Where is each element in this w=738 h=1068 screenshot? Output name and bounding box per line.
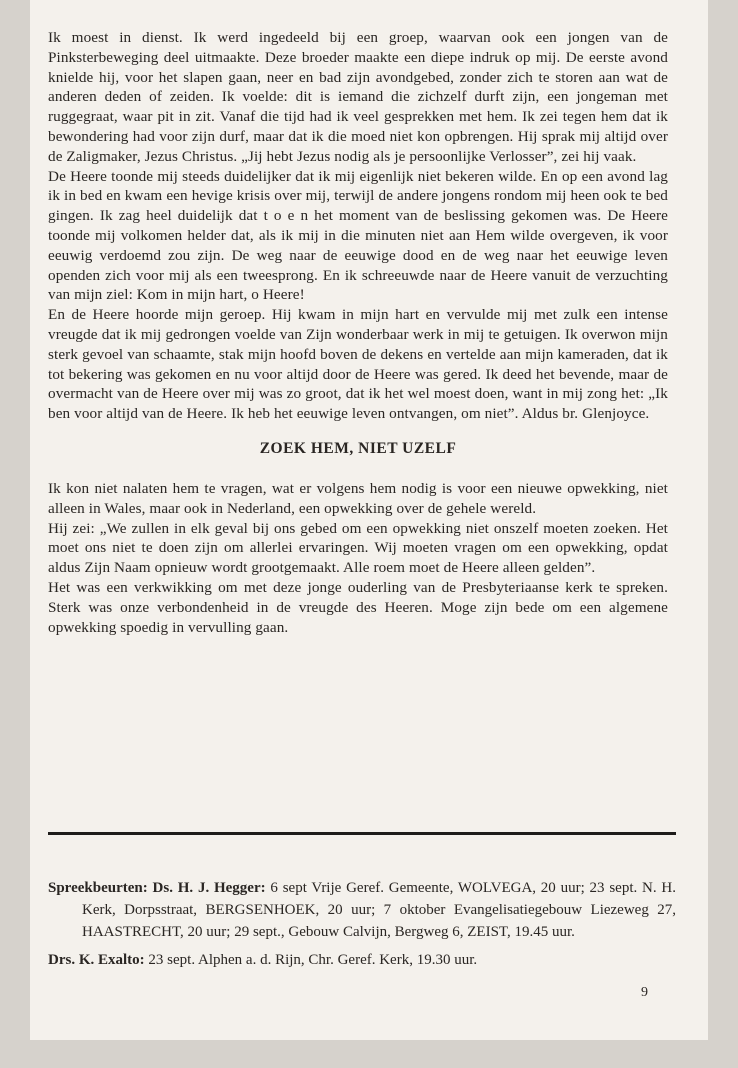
note-text-hegger: 6 sept Vrije Geref. Gemeente, WOLVEGA, 20 uur; 23 sept. N. H. Kerk, Dorpsstraat, BERGSENHOEK, 20 uur; 7 oktober Evangelisatiegebouw Liezeweg 27, HAASTRECHT, 20 uur; 29 sept., Gebouw Calvijn, Bergweg 6, ZEIST, 19.45 uur. [82,880,676,940]
divider-rule [48,832,676,835]
paragraph-4: Ik kon niet nalaten hem te vragen, wat er volgens hem nodig is voor een nieuwe opwekking, niet alleen in Wales, maar ook in Nederland, een opwekking over de gehele wereld. [48,479,668,517]
speaking-engagements [48,878,676,979]
speaker-name-hegger: Ds. H. J. Hegger: [152,880,266,896]
note-label: Spreekbeurten: [48,880,148,896]
paragraph-2: De Heere toonde mij steeds duidelijker dat ik mij eigenlijk niet bekeren wilde. En op een avond lag ik in bed en kwam een hevige krisis over mij, terwijl de andere jongens rondom mij heen ook te bed gingen. Ik zag heel duidelijk dat t o e n het moment van de beslissing gekomen was. De Heere toonde mij volkomen helder dat, als ik mij in die minuten niet aan Hem wilde overgeven, ik voor eeuwig verdoemd zou zijn. De weg naar de eeuwige dood en de weg naar het eeuwige leven openden zich voor mij als een tweesprong. En ik schreeuwde naar de Heere vanuit de verzuchting van mijn ziel: Kom in mijn hart, o Heere! [48,167,668,304]
paragraph-5: Hij zei: „We zullen in elk geval bij ons gebed om een opwekking niet onszelf moeten zoeken. Het moet ons niet te doen zijn om allerlei ervaringen. Wij moeten vragen om een opwekking, opdat aldus Zijn Naam opnieuw wordt grootgemaakt. Alle roem moet de Heere alleen gelden”. [48,519,668,577]
page-number: 9 [641,985,648,1000]
document-page [30,0,708,1040]
paragraph-6: Het was een verkwikking om met deze jonge ouderling van de Presbyteriaanse kerk te spreken. Sterk was onze verbondenheid in de vreugde des Heeren. Moge zijn bede om een algemene opwekking spoedig in vervulling gaan. [48,578,668,636]
speaker-name-exalto: Drs. K. Exalto: [48,952,145,969]
section-heading: ZOEK HEM, NIET UZELF [259,439,457,457]
note-hegger [48,878,676,943]
paragraph-1: Ik moest in dienst. Ik werd ingedeeld bij een groep, waarvan ook een jongen van de Pinksterbeweging deel uitmaakte. Deze broeder maakte een diepe indruk op mij. De eerste avond knielde hij, voor het slapen gaan, neer en bad zijn avondgebed, zonder zich te storen aan wat de anderen deden of zeiden. Ik voelde: dit is iemand die zichzelf durft zijn, een jongeman met ruggegraat, waar pit in zit. Vanaf die tijd had ik veel gesprekken met hem. Ik zei tegen hem dat ik bewondering had voor zijn durf, maar dat ik die moed niet kon opbrengen. Hij sprak mij altijd over de Zaligmaker, Jezus Christus. „Jij hebt Jezus nodig als je persoonlijke Verlosser”, zei hij vaak. [48,29,668,165]
note-text-exalto: 23 sept. Alphen a. d. Rijn, Chr. Geref. Kerk, 19.30 uur. [144,952,478,969]
note-exalto [48,950,676,972]
paragraph-3: En de Heere hoorde mijn geroep. Hij kwam in mijn hart en vervulde mij met zulk een intense vreugde dat ik mij gedrongen voelde van Zijn wonderbaar werk in mij te getuigen. Ik overwon mijn sterk gevoel van schaamte, stak mijn hoofd boven de dekens en vertelde aan mijn kameraden, dat ik tot bekering was gekomen en nu voor altijd door de Heere was gered. Ik deed het bevende, maar de overmacht van de Heere over mij was zo groot, dat ik het wel moest doen, want in mij zong het: „Ik ben voor altijd van de Heere. Ik heb het eeuwige leven ontvangen, om niet”. Aldus br. Glenjoyce. [48,306,668,423]
